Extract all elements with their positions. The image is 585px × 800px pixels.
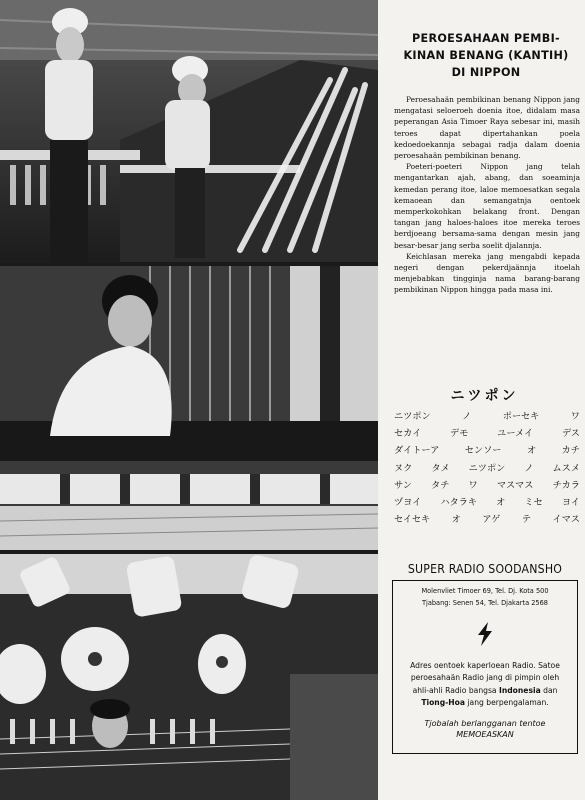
katakana-word: テ [521, 514, 531, 526]
katakana-line [394, 460, 580, 477]
katakana-line [394, 494, 580, 511]
katakana-line [394, 425, 580, 442]
katakana-word: ユーメイ [497, 428, 534, 440]
ad-address-main: Molenvliet Timoer 69, Tel. Dj. Kota 500 [421, 587, 549, 595]
katakana-word: ワ [468, 479, 478, 491]
article-title-line: PEROESAHAAN PEMBI- [412, 32, 560, 45]
katakana-line [394, 408, 580, 425]
katakana-line [394, 477, 580, 494]
ad-description [403, 660, 567, 709]
lightning-logo-icon [472, 621, 498, 647]
katakana-word: センソー [464, 445, 502, 457]
katakana-text [394, 408, 580, 528]
ad-text-and: dan [543, 685, 558, 695]
ad-text-indonesia: Indonesia [499, 685, 541, 695]
article-title [392, 30, 580, 81]
katakana-word: ミセ [524, 497, 543, 509]
katakana-word: デス [561, 428, 580, 440]
article-paragraph: Poeteri-poeteri Nippon jang telah mengantarkan ajah, abang, dan soeaminja kemedan perang itoe, laloe memoesatkan segala kemaoean dan semangatnja oentoek memperkokohkan belakang front. Dengan tangan jang haloes-haloes itoe mereka teroes berdjoeang bersama-sama dengan mesin jang besar-besar jang serba soelit djalannja. [394, 162, 580, 250]
katakana-word: ノ [524, 462, 534, 474]
ad-slogan-line: Tjobalah berlangganan tentoe [424, 719, 546, 728]
katakana-word: ダイトーア [394, 445, 440, 457]
ad-title: SUPER RADIO SOODANSHO [407, 562, 563, 576]
katakana-word: セイセキ [394, 514, 431, 526]
katakana-word: チカラ [552, 479, 580, 491]
katakana-word: ヌク [394, 462, 413, 474]
katakana-word: セカイ [394, 428, 422, 440]
katakana-word: イマス [552, 514, 580, 526]
katakana-word: ニツポン [394, 411, 431, 422]
ad-text-c: jang berpengalaman. [467, 697, 549, 707]
katakana-title: ニツポン [450, 388, 519, 404]
photo-yarn-cones [0, 554, 378, 800]
katakana-word: ムスメ [552, 462, 580, 474]
article-paragraph: Peroesahaän pembikinan benang Nippon jang mengatasi seloeroeh doenia itoe, didalam masa peperangan Asia Timoer Raya sebesar ini, masih teroes dapat dipertahankan poela kedoedoekannja sebagai radja dalam doenia peroesahaän pembikinan benang. [394, 95, 580, 161]
katakana-line [394, 511, 580, 528]
katakana-word: ポーセキ [502, 411, 540, 422]
text-column [384, 0, 585, 800]
katakana-word: オ [451, 514, 461, 526]
katakana-word: ハタラキ [440, 497, 478, 509]
katakana-word: オ [526, 445, 537, 457]
katakana-word: デモ [450, 428, 469, 440]
katakana-word: ノ [462, 411, 472, 422]
katakana-word: ニツポン [468, 462, 506, 474]
ad-slogan-line: MEMOEASKAN [456, 729, 514, 739]
radio-advertisement [392, 562, 578, 754]
katakana-line [394, 442, 580, 459]
ad-text-tionghoa: Tiong-Hoa [421, 697, 466, 707]
ad-address-branch: Tjabang: Senen 54, Tel. Djakarta 2568 [421, 599, 549, 607]
article-body [394, 94, 580, 296]
katakana-word: マスマス [496, 479, 534, 491]
katakana-word: カチ [561, 445, 580, 457]
article-paragraph: Keichlasan mereka jang mengabdi kepada negeri dengan pekerdjaännja itoelah menjebabkan tingginja nama barang-barang pembikinan Nippon hingga pada masa ini. [394, 251, 580, 295]
article-title-line: KINAN BENANG (KANTIH) [403, 49, 569, 62]
ad-text-a: Adres oentoek kaperloean Radio. Satoe peroesahaän Radio jang di pimpin oleh ahli-ahli Radio bangsa [410, 661, 560, 695]
article-title-line: DI NIPPON [451, 66, 521, 79]
katakana-word: サン [394, 479, 412, 491]
katakana-word: アゲ [482, 514, 501, 526]
photo-loom-worker [0, 266, 378, 550]
katakana-word: オ [496, 497, 506, 509]
photo-spinning-frames [0, 0, 378, 262]
ad-slogan [397, 719, 573, 740]
katakana-word: ヨイ [561, 497, 580, 509]
katakana-word: ヅヨイ [394, 497, 422, 509]
ad-box [392, 580, 578, 754]
katakana-word: タメ [431, 462, 450, 474]
katakana-word: ワ [570, 411, 580, 422]
katakana-word: タチ [431, 479, 450, 491]
